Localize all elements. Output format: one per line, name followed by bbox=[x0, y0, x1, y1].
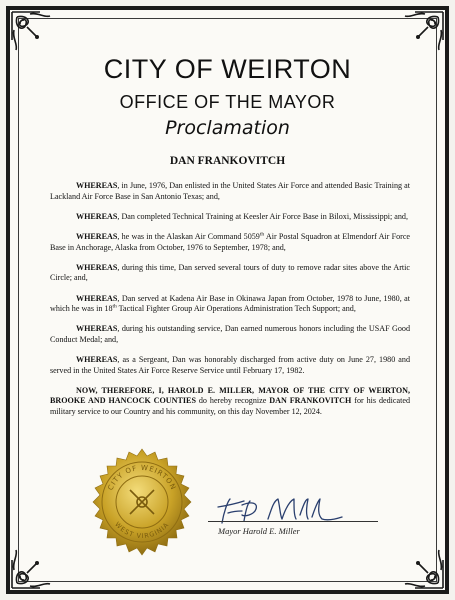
corner-ornament-icon bbox=[401, 10, 445, 54]
proclamation-body bbox=[50, 181, 410, 427]
corner-ornament-icon bbox=[10, 546, 54, 590]
whereas-paragraph: WHEREAS, during this time, Dan served several tours of duty to remove radar sites above the Artic Circle; and, bbox=[50, 262, 410, 283]
whereas-paragraph: WHEREAS, in June, 1976, Dan enlisted in the United States Air Force and attended Basic Training at Lackland Air Force Base in San Antonio Texas; and, bbox=[50, 181, 410, 201]
whereas-paragraph: WHEREAS, Dan completed Technical Training at Keesler Air Force Base in Biloxi, Mississippi; and, bbox=[76, 211, 409, 221]
office-title: OFFICE OF THE MAYOR bbox=[119, 92, 336, 112]
city-title: CITY OF WEIRTON bbox=[103, 54, 352, 84]
closing-paragraph: NOW, THEREFORE, I, HAROLD E. MILLER, MAYOR OF THE CITY OF WEIRTON, BROOKE AND HANCOCK COUNTIES do hereby recognize DAN FRANKOVITCH for his dedicated military service to our Country and his community, on this day November 12, 2024. bbox=[50, 385, 411, 417]
seal-text-bottom: WEST VIRGINIA bbox=[113, 520, 171, 541]
corner-ornament-icon bbox=[401, 546, 445, 590]
signature-label: Mayor Harold E. Miller bbox=[218, 526, 300, 536]
honoree-name: DAN FRANKOVITCH bbox=[169, 155, 286, 167]
whereas-paragraph: WHEREAS, he was in the Alaskan Air Command 5059th Air Postal Squadron at Elmendorf Air Force Base in Anchorage, Alaska from October, 1976 to September, 1978; and, bbox=[50, 231, 411, 252]
whereas-paragraph: WHEREAS, as a Sergeant, Dan was honorably discharged from active duty on June 27, 1980 and served in the United States Air Force Reserve Service until February 17, 1982. bbox=[50, 355, 410, 375]
whereas-paragraph: WHEREAS, Dan served at Kadena Air Base in Okinawa Japan from October, 1978 to June, 1980, at which he was in 18th Tactical Fighter Group Air Operations Administration Tech Support; and, bbox=[50, 293, 410, 314]
gold-seal-icon bbox=[88, 448, 196, 556]
corner-ornament-icon bbox=[10, 10, 54, 54]
signature-line bbox=[208, 521, 378, 522]
whereas-paragraph: WHEREAS, during his outstanding service, Dan earned numerous honors including the USAF Good Conduct Medal; and, bbox=[50, 324, 410, 344]
seal-text-top: CITY OF WEIRTON bbox=[106, 463, 178, 492]
document-type: Proclamation bbox=[165, 117, 290, 139]
